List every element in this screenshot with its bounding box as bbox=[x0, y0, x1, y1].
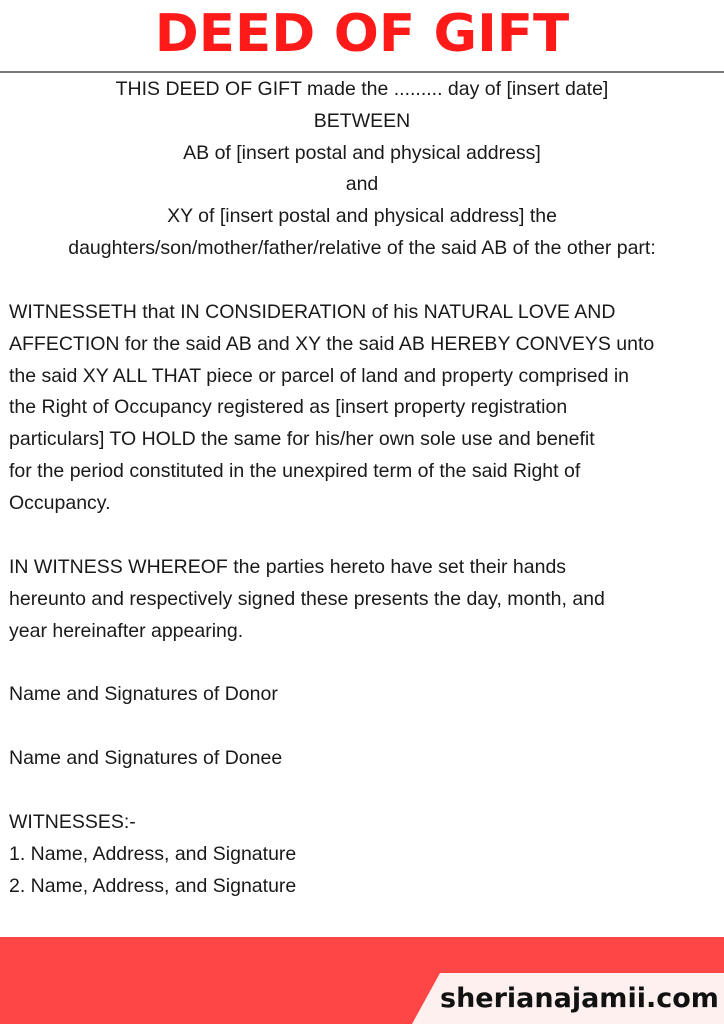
document-body bbox=[0, 74, 724, 265]
donor-signature-label: Name and Signatures of Donor bbox=[9, 683, 278, 705]
donee-signature-label: Name and Signatures of Donee bbox=[9, 747, 283, 769]
paragraph-line: IN WITNESS WHEREOF the parties hereto have set their hands bbox=[9, 556, 567, 578]
paragraph-line: for the period constituted in the unexpired term of the said Right of bbox=[9, 459, 581, 482]
paragraph-line: hereunto and respectively signed these presents the day, month, and bbox=[9, 587, 605, 610]
paragraph-line: AFFECTION for the said AB and XY the said AB HEREBY CONVEYS unto bbox=[9, 332, 655, 355]
preamble-line: AB of [insert postal and physical address] bbox=[183, 141, 541, 164]
paragraph-line: WITNESSETH that IN CONSIDERATION of his NATURAL LOVE AND bbox=[9, 301, 616, 323]
paragraph-line: Occupancy. bbox=[9, 491, 111, 514]
witnesses-heading: WITNESSES:- bbox=[9, 811, 136, 833]
paragraph-line: the Right of Occupancy registered as [insert property registration bbox=[9, 396, 568, 419]
paragraph-line: the said XY ALL THAT piece or parcel of land and property comprised in bbox=[9, 364, 630, 387]
preamble-line: THIS DEED OF GIFT made the ......... day of [insert date] bbox=[115, 78, 609, 100]
title-divider bbox=[0, 71, 724, 73]
paragraph-line: year hereinafter appearing. bbox=[9, 619, 244, 642]
signature-donor bbox=[9, 679, 721, 711]
in-witness-paragraph bbox=[9, 552, 721, 647]
website-link[interactable]: sherianajamii.com bbox=[440, 983, 719, 1014]
witnesses-section bbox=[9, 807, 721, 902]
preamble-line: and bbox=[345, 173, 379, 196]
witness-item: 2. Name, Address, and Signature bbox=[9, 874, 297, 897]
witness-item: 1. Name, Address, and Signature bbox=[9, 842, 297, 865]
paragraph-line: particulars] TO HOLD the same for his/her own sole use and benefit bbox=[9, 428, 595, 451]
document-title: DEED OF GIFT bbox=[154, 4, 570, 64]
preamble bbox=[0, 74, 724, 265]
preamble-line: daughters/son/mother/father/relative of the said AB of the other part: bbox=[68, 236, 656, 259]
preamble-line: XY of [insert postal and physical address] the bbox=[167, 205, 557, 228]
witnesseth-paragraph bbox=[9, 297, 721, 520]
preamble-line: BETWEEN bbox=[313, 109, 411, 132]
signature-donee bbox=[9, 743, 721, 775]
